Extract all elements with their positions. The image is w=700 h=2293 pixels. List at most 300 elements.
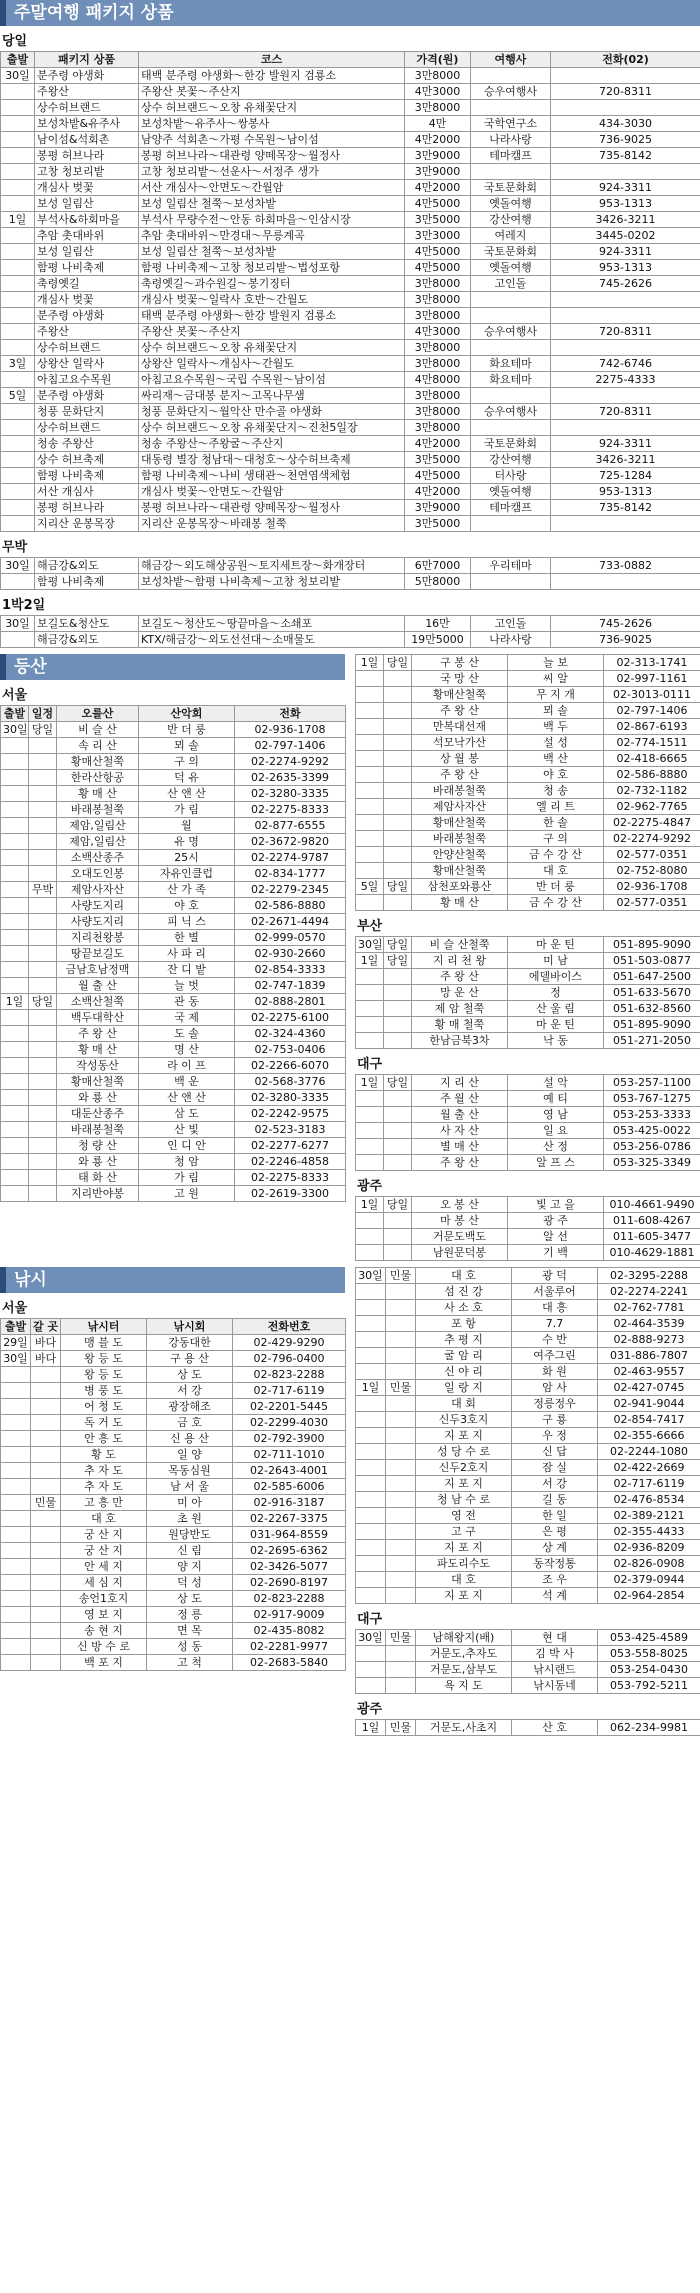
- table-cell: 지 리 천 왕: [412, 953, 508, 969]
- table-cell: 보길도～청산도～땅끝마을～소쇄포: [139, 616, 405, 632]
- table-cell: 보성 일림산: [35, 244, 139, 260]
- table-row: [1, 132, 700, 148]
- table-row: [356, 1428, 700, 1444]
- table-cell: [1, 930, 29, 946]
- table-cell: 안양산철쭉: [412, 847, 508, 863]
- table-cell: 산 앤 산: [139, 1090, 235, 1106]
- table-row: [356, 1300, 700, 1316]
- table-cell: [1, 452, 35, 468]
- table-cell: 상 도: [147, 1591, 233, 1607]
- table-cell: 삼천포와룡산: [412, 879, 508, 895]
- table-row: [1, 420, 700, 436]
- table-cell: 백 산: [508, 751, 604, 767]
- table-cell: [1, 1170, 29, 1186]
- table-row: [1, 276, 700, 292]
- table-cell: [551, 516, 700, 532]
- table-cell: [356, 1001, 384, 1017]
- table-cell: [1, 770, 29, 786]
- table-cell: 지리산 운봉목장: [35, 516, 139, 532]
- table-cell: 설 성: [508, 735, 604, 751]
- table-cell: 터사랑: [471, 468, 551, 484]
- table-row: [1, 1367, 346, 1383]
- table-cell: 당일: [29, 994, 57, 1010]
- table-cell: 성 동: [147, 1639, 233, 1655]
- table-row: [356, 1245, 700, 1261]
- table-cell: 30일: [1, 558, 35, 574]
- table-cell: 라 이 프: [139, 1058, 235, 1074]
- table-cell: 011-608-4267: [604, 1213, 700, 1229]
- table-cell: 051-271-2050: [604, 1033, 700, 1049]
- table-cell: 산 가 족: [139, 882, 235, 898]
- table-row: [1, 978, 346, 994]
- table-cell: [1, 372, 35, 388]
- table-cell: 봉평 허브나라: [35, 148, 139, 164]
- table-cell: 오 봉 산: [412, 1197, 508, 1213]
- table-cell: 알 선: [508, 1229, 604, 1245]
- table-cell: [29, 1154, 57, 1170]
- hiking-table: [355, 1074, 700, 1171]
- table-cell: 민물: [386, 1268, 416, 1284]
- table-cell: 736-9025: [551, 632, 700, 648]
- table-row: [1, 1591, 346, 1607]
- table-cell: [29, 898, 57, 914]
- table-cell: 해금강～외도해상공원～토지세트장～화개장터: [139, 558, 405, 574]
- table-cell: [31, 1607, 61, 1623]
- table-cell: 02-585-6006: [233, 1479, 346, 1495]
- table-cell: 개심사 벚꽃: [35, 292, 139, 308]
- table-cell: 신두2호지: [416, 1460, 512, 1476]
- table-cell: 잠 실: [512, 1460, 598, 1476]
- table-cell: 덕 성: [147, 1575, 233, 1591]
- table-cell: [356, 1245, 384, 1261]
- table-cell: 02-752-8080: [604, 863, 700, 879]
- table-cell: 사량도지리: [57, 898, 139, 914]
- table-cell: [1, 116, 35, 132]
- table-cell: 742-6746: [551, 356, 700, 372]
- table-cell: 분주령 야생화: [35, 308, 139, 324]
- table-cell: 추암 촛대바위: [35, 228, 139, 244]
- table-cell: 02-3280-3335: [235, 786, 346, 802]
- table-cell: [29, 1074, 57, 1090]
- table-row: [356, 815, 700, 831]
- table-cell: 서 강: [147, 1383, 233, 1399]
- table-cell: 국 망 산: [412, 671, 508, 687]
- hiking-section: [0, 654, 700, 1261]
- table-cell: [356, 815, 384, 831]
- table-row: [356, 1017, 700, 1033]
- table-cell: [384, 1033, 412, 1049]
- table-cell: 02-888-9273: [598, 1332, 700, 1348]
- table-cell: [386, 1508, 416, 1524]
- table-cell: 지 포 지: [416, 1476, 512, 1492]
- table-cell: [1, 786, 29, 802]
- table-row: [356, 719, 700, 735]
- table-cell: 봉평 허브나라: [35, 500, 139, 516]
- table-cell: 정 릉: [147, 1607, 233, 1623]
- table-cell: 02-999-0570: [235, 930, 346, 946]
- table-cell: [29, 978, 57, 994]
- table-row: [1, 1122, 346, 1138]
- table-cell: [471, 340, 551, 356]
- table-cell: [356, 863, 384, 879]
- table-cell: 옛돌여행: [471, 196, 551, 212]
- table-cell: 송언1호지: [61, 1591, 147, 1607]
- table-cell: [29, 754, 57, 770]
- table-row: [1, 1431, 346, 1447]
- table-cell: 분주령 야생화: [35, 68, 139, 84]
- table-row: [1, 436, 700, 452]
- table-cell: 010-4629-1881: [604, 1245, 700, 1261]
- table-cell: 구 봉 산: [412, 655, 508, 671]
- table-cell: 구 의: [139, 754, 235, 770]
- table-cell: [31, 1527, 61, 1543]
- table-row: [356, 937, 700, 953]
- table-cell: 02-3426-5077: [233, 1559, 346, 1575]
- table-cell: [31, 1447, 61, 1463]
- table-cell: [356, 783, 384, 799]
- table-cell: [471, 100, 551, 116]
- table-cell: 02-930-2660: [235, 946, 346, 962]
- table-cell: 3만8000: [405, 388, 471, 404]
- table-cell: 신 림: [147, 1543, 233, 1559]
- table-cell: 원당반도: [147, 1527, 233, 1543]
- table-cell: 02-427-0745: [598, 1380, 700, 1396]
- table-row: [356, 1508, 700, 1524]
- table-cell: 3만9000: [405, 164, 471, 180]
- table-cell: 051-895-9090: [604, 937, 700, 953]
- table-cell: 국 제: [139, 1010, 235, 1026]
- table-cell: 02-463-9557: [598, 1364, 700, 1380]
- column-header: 출발: [1, 706, 29, 722]
- table-cell: [1, 468, 35, 484]
- table-cell: 대동령 별장 청남대～대청호～상수허브축제: [139, 452, 405, 468]
- table-cell: 상수 허브랜드～오창 유채꽃단지～진천5일장: [139, 420, 405, 436]
- table-cell: [29, 850, 57, 866]
- table-cell: [29, 1122, 57, 1138]
- table-cell: 에델바이스: [508, 969, 604, 985]
- package-section-banner: 주말여행 패키지 상품: [0, 0, 700, 26]
- table-cell: 02-2275-6100: [235, 1010, 346, 1026]
- table-cell: 양 지: [147, 1559, 233, 1575]
- table-row: [1, 770, 346, 786]
- table-cell: 옛돌여행: [471, 260, 551, 276]
- table-cell: 주왕산 봇꽃～주산지: [139, 84, 405, 100]
- table-cell: 02-2281-9977: [233, 1639, 346, 1655]
- table-cell: 4만5000: [405, 260, 471, 276]
- table-cell: [1, 340, 35, 356]
- region-label: 1박2일: [2, 598, 46, 613]
- table-cell: 대 회: [416, 1396, 512, 1412]
- table-cell: 낙 동: [508, 1033, 604, 1049]
- table-cell: 남이섬&석회촌: [35, 132, 139, 148]
- table-cell: 4만5000: [405, 196, 471, 212]
- table-row: [356, 863, 700, 879]
- table-cell: [356, 1316, 386, 1332]
- table-row: [1, 324, 700, 340]
- table-cell: 황매산철쭉: [57, 1074, 139, 1090]
- table-cell: [29, 770, 57, 786]
- table-cell: [384, 895, 412, 911]
- table-cell: 02-2683-5840: [233, 1655, 346, 1671]
- table-cell: 720-8311: [551, 404, 700, 420]
- table-cell: 백 운: [139, 1074, 235, 1090]
- table-cell: 3445-0202: [551, 228, 700, 244]
- table-cell: 대 호: [416, 1572, 512, 1588]
- region-label: 부산: [357, 919, 383, 934]
- table-row: [356, 783, 700, 799]
- table-cell: 가 림: [139, 802, 235, 818]
- table-cell: 청 암: [139, 1154, 235, 1170]
- table-cell: 함평 나비축제: [35, 468, 139, 484]
- table-cell: 051-895-9090: [604, 1017, 700, 1033]
- table-cell: [1, 818, 29, 834]
- table-cell: 영 남: [508, 1107, 604, 1123]
- table-cell: [1, 1623, 31, 1639]
- table-row: [1, 754, 346, 770]
- table-cell: 면 목: [147, 1623, 233, 1639]
- table-row: [1, 100, 700, 116]
- table-row: [1, 404, 700, 420]
- table-cell: 5일: [1, 388, 35, 404]
- table-cell: 섬 진 강: [416, 1284, 512, 1300]
- table-cell: 우 정: [512, 1428, 598, 1444]
- table-cell: 02-2277-6277: [235, 1138, 346, 1154]
- table-cell: [384, 1213, 412, 1229]
- table-cell: 02-753-0406: [235, 1042, 346, 1058]
- table-cell: 뫼 솔: [139, 738, 235, 754]
- table-cell: [1, 962, 29, 978]
- table-row: [1, 722, 346, 738]
- table-cell: [356, 847, 384, 863]
- table-cell: 1일: [356, 953, 384, 969]
- table-cell: [1, 1591, 31, 1607]
- table-cell: [356, 1284, 386, 1300]
- table-cell: [1, 882, 29, 898]
- table-cell: 축령옛길: [35, 276, 139, 292]
- column-header: 갈 곳: [31, 1319, 61, 1335]
- table-cell: 3만5000: [405, 452, 471, 468]
- table-row: [1, 1170, 346, 1186]
- table-cell: 소백산철쭉: [57, 994, 139, 1010]
- fishing-right-column: [355, 1267, 700, 1736]
- table-cell: 02-435-8082: [233, 1623, 346, 1639]
- table-cell: [551, 308, 700, 324]
- table-cell: 청 량 산: [57, 1138, 139, 1154]
- table-row: [356, 1380, 700, 1396]
- region-label: 광주: [357, 1179, 383, 1194]
- table-cell: 사 파 리: [139, 946, 235, 962]
- table-cell: [29, 1058, 57, 1074]
- table-row: [356, 1556, 700, 1572]
- table-cell: 02-3280-3335: [235, 1090, 346, 1106]
- table-cell: 02-2274-9292: [235, 754, 346, 770]
- table-cell: 태 화 산: [57, 1170, 139, 1186]
- table-cell: 053-425-0022: [604, 1123, 700, 1139]
- table-cell: 백 두: [508, 719, 604, 735]
- table-row: [1, 1351, 346, 1367]
- table-cell: 황 매 산: [412, 895, 508, 911]
- table-cell: 사 자 산: [412, 1123, 508, 1139]
- table-cell: 4만8000: [405, 372, 471, 388]
- table-cell: 신 용 산: [147, 1431, 233, 1447]
- table-row: [356, 1364, 700, 1380]
- table-cell: 02-834-1777: [235, 866, 346, 882]
- table-cell: 추 자 도: [61, 1463, 147, 1479]
- table-row: [1, 834, 346, 850]
- table-cell: [1, 244, 35, 260]
- table-cell: 3만8000: [405, 68, 471, 84]
- table-cell: [1, 632, 35, 648]
- table-cell: 가 림: [139, 1170, 235, 1186]
- table-cell: 02-962-7765: [604, 799, 700, 815]
- table-cell: 황매산철쭉: [412, 815, 508, 831]
- table-cell: [386, 1284, 416, 1300]
- table-cell: [471, 574, 551, 590]
- table-cell: 황매산철쭉: [412, 687, 508, 703]
- table-cell: [29, 1186, 57, 1202]
- table-cell: 02-2246-4858: [235, 1154, 346, 1170]
- table-cell: [29, 914, 57, 930]
- table-row: [356, 985, 700, 1001]
- table-row: [1, 500, 700, 516]
- table-row: [356, 1316, 700, 1332]
- table-cell: 02-941-9044: [598, 1396, 700, 1412]
- table-cell: 거문도,사초지: [416, 1720, 512, 1736]
- table-cell: 02-476-8534: [598, 1492, 700, 1508]
- table-cell: 4만: [405, 116, 471, 132]
- table-cell: 735-8142: [551, 500, 700, 516]
- table-cell: 02-732-1182: [604, 783, 700, 799]
- table-cell: 남해왕지(배): [416, 1630, 512, 1646]
- table-cell: 02-422-2669: [598, 1460, 700, 1476]
- table-row: [1, 148, 700, 164]
- table-row: [356, 1075, 700, 1091]
- table-cell: 02-774-1511: [604, 735, 700, 751]
- table-cell: 광장해조: [147, 1399, 233, 1415]
- table-header-row: [1, 706, 346, 722]
- table-cell: [386, 1316, 416, 1332]
- table-cell: 영 전: [416, 1508, 512, 1524]
- table-row: [1, 1623, 346, 1639]
- table-cell: 당일: [384, 1075, 412, 1091]
- table-cell: [356, 1033, 384, 1049]
- table-cell: 백 포 지: [61, 1655, 147, 1671]
- table-cell: 4만5000: [405, 244, 471, 260]
- table-cell: [1, 1543, 31, 1559]
- table-row: [1, 1106, 346, 1122]
- table-cell: 여레지: [471, 228, 551, 244]
- table-cell: 053-254-0430: [598, 1662, 700, 1678]
- region-label: 당일: [2, 34, 28, 49]
- table-cell: 02-717-6119: [598, 1476, 700, 1492]
- table-cell: 승우여행사: [471, 324, 551, 340]
- table-cell: 02-586-8880: [235, 898, 346, 914]
- table-row: [1, 1010, 346, 1026]
- table-cell: 청 남 수 로: [416, 1492, 512, 1508]
- table-cell: 유 명: [139, 834, 235, 850]
- column-header: 출발: [1, 1319, 31, 1335]
- table-cell: 태백 분주령 야생화～한강 발원지 검룡소: [139, 308, 405, 324]
- table-cell: [1, 1639, 31, 1655]
- table-cell: 현 대: [512, 1630, 598, 1646]
- table-cell: [384, 799, 412, 815]
- table-row: [1, 1655, 346, 1671]
- table-cell: [384, 985, 412, 1001]
- table-cell: [384, 831, 412, 847]
- table-row: [1, 1447, 346, 1463]
- table-row: [356, 879, 700, 895]
- table-cell: [1, 500, 35, 516]
- table-cell: 주 왕 산: [412, 1155, 508, 1171]
- column-header: 낚시회: [147, 1319, 233, 1335]
- table-row: [1, 164, 700, 180]
- column-header: 낚시터: [61, 1319, 147, 1335]
- table-cell: [29, 1042, 57, 1058]
- table-cell: 부석사&하회마을: [35, 212, 139, 228]
- table-cell: 02-888-2801: [235, 994, 346, 1010]
- table-row: [356, 1139, 700, 1155]
- table-cell: [1, 1122, 29, 1138]
- table-row: [1, 484, 700, 500]
- table-cell: 보성 일림산 철쭉～보성차밭: [139, 196, 405, 212]
- table-row: [1, 1575, 346, 1591]
- table-cell: 02-2275-8333: [235, 802, 346, 818]
- table-cell: [384, 1091, 412, 1107]
- table-cell: 야 호: [139, 898, 235, 914]
- table-cell: 추암 촛대바위～만경대～무릉계곡: [139, 228, 405, 244]
- table-row: [1, 68, 700, 84]
- table-cell: 바래봉철쭉: [57, 1122, 139, 1138]
- table-cell: [1, 1463, 31, 1479]
- table-cell: 일 랑 지: [416, 1380, 512, 1396]
- table-cell: 지 포 지: [416, 1588, 512, 1604]
- table-row: [1, 340, 700, 356]
- table-cell: 뫼 솔: [508, 703, 604, 719]
- table-cell: [384, 1229, 412, 1245]
- table-cell: 02-796-0400: [233, 1351, 346, 1367]
- table-row: [1, 946, 346, 962]
- table-cell: 구 룡: [512, 1412, 598, 1428]
- table-row: [356, 1662, 700, 1678]
- table-cell: [1, 1431, 31, 1447]
- table-cell: [1, 1138, 29, 1154]
- table-cell: 청송 주왕산～주왕굴～주산지: [139, 436, 405, 452]
- table-cell: 1일: [1, 994, 29, 1010]
- table-cell: 주 왕 산: [412, 969, 508, 985]
- table-cell: [1, 484, 35, 500]
- table-cell: 한라산항공: [57, 770, 139, 786]
- table-cell: 지 포 지: [416, 1540, 512, 1556]
- table-row: [356, 1720, 700, 1736]
- table-row: [1, 574, 700, 590]
- table-cell: 주 월 산: [412, 1091, 508, 1107]
- table-cell: 02-936-1708: [235, 722, 346, 738]
- table-cell: [1, 1058, 29, 1074]
- table-row: [1, 212, 700, 228]
- table-cell: 02-355-4433: [598, 1524, 700, 1540]
- table-cell: [31, 1655, 61, 1671]
- table-cell: 924-3311: [551, 244, 700, 260]
- table-cell: [1, 292, 35, 308]
- table-cell: 반 더 룽: [508, 879, 604, 895]
- table-cell: 상 월 봉: [412, 751, 508, 767]
- table-row: [356, 1678, 700, 1694]
- table-cell: 상수허브랜드: [35, 100, 139, 116]
- table-cell: 독 거 도: [61, 1415, 147, 1431]
- table-cell: 석모낙가산: [412, 735, 508, 751]
- table-cell: 30일: [356, 1630, 386, 1646]
- table-cell: [29, 818, 57, 834]
